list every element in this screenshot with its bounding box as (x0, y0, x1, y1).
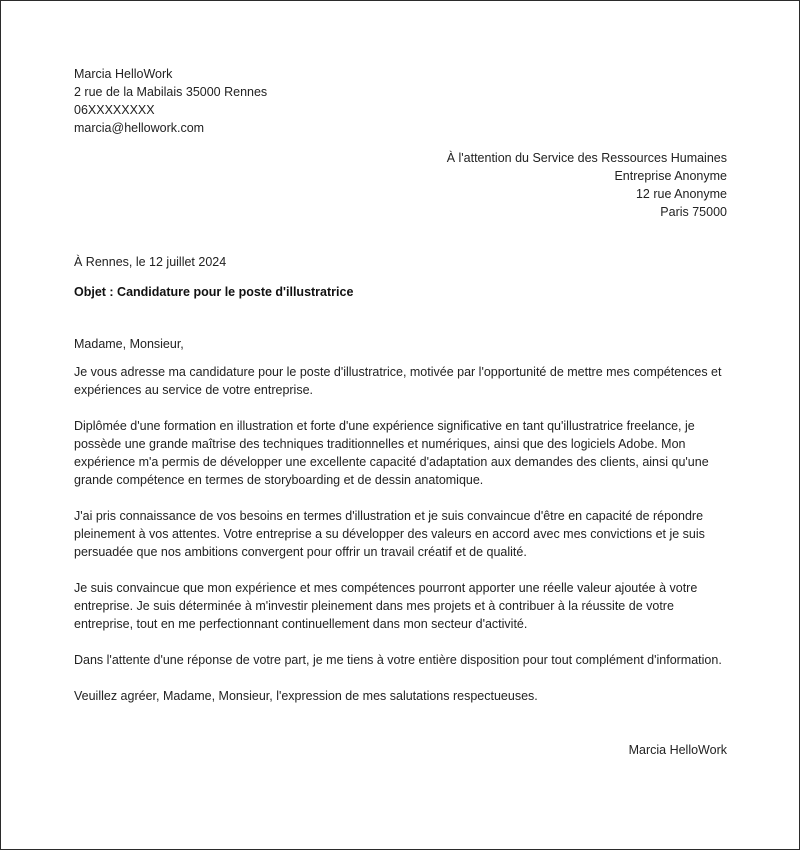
letter-content (74, 65, 727, 759)
signature: Marcia HelloWork (628, 743, 727, 757)
sender-name: Marcia HelloWork (74, 67, 173, 81)
greeting: Madame, Monsieur, (74, 337, 184, 351)
sender-block (74, 65, 727, 137)
paragraph-motivation: J'ai pris connaissance de vos besoins en termes d'illustration et je suis convaincue d'être en capacité de répondre pleinement à vos attentes. Votre entreprise a su développer des valeurs en accord avec mes convictions et je suis persuadée que nos ambitions convergent pour offrir un travail créatif et de qualité. (74, 509, 705, 559)
subject-line: Objet : Candidature pour le poste d'illustratrice (74, 285, 354, 299)
recipient-block (74, 149, 727, 221)
paragraph-experience: Diplômée d'une formation en illustration et forte d'une expérience significative en tant qu'illustratrice freelance, je possède une grande maîtrise des techniques traditionnelles et numériques, ainsi que des logiciels Adobe. Mon expérience m'a permis de développer une excellente capacité d'adaptation aux demandes des clients, ainsi qu'une grande compétence en termes de storyboarding et de dessin anatomique. (74, 419, 709, 487)
recipient-company: Entreprise Anonyme (614, 169, 727, 183)
recipient-attention: À l'attention du Service des Ressources Humaines (446, 151, 727, 165)
letter-body (74, 363, 727, 705)
recipient-street: 12 rue Anonyme (635, 187, 727, 201)
paragraph-closing: Veuillez agréer, Madame, Monsieur, l'expression de mes salutations respectueuses. (74, 689, 538, 703)
sender-email: marcia@hellowork.com (74, 121, 205, 135)
paragraph-value: Je suis convaincue que mon expérience et mes compétences pourront apporter une réelle valeur ajoutée à votre entreprise. Je suis déterminée à m'investir pleinement dans mes projets et à contribuer à la réussite de votre entreprise, tout en me perfectionnant continuellement dans mon secteur d'activité. (74, 581, 698, 631)
paragraph-availability: Dans l'attente d'une réponse de votre part, je me tiens à votre entière disposition pour tout complément d'information. (74, 653, 722, 667)
paragraph-intro: Je vous adresse ma candidature pour le poste d'illustratrice, motivée par l'opportunité de mettre mes compétences et expériences au service de votre entreprise. (74, 365, 722, 397)
recipient-city: Paris 75000 (660, 205, 727, 219)
date-line: À Rennes, le 12 juillet 2024 (74, 255, 227, 269)
sender-phone: 06XXXXXXXX (74, 103, 155, 117)
sender-address: 2 rue de la Mabilais 35000 Rennes (74, 85, 268, 99)
